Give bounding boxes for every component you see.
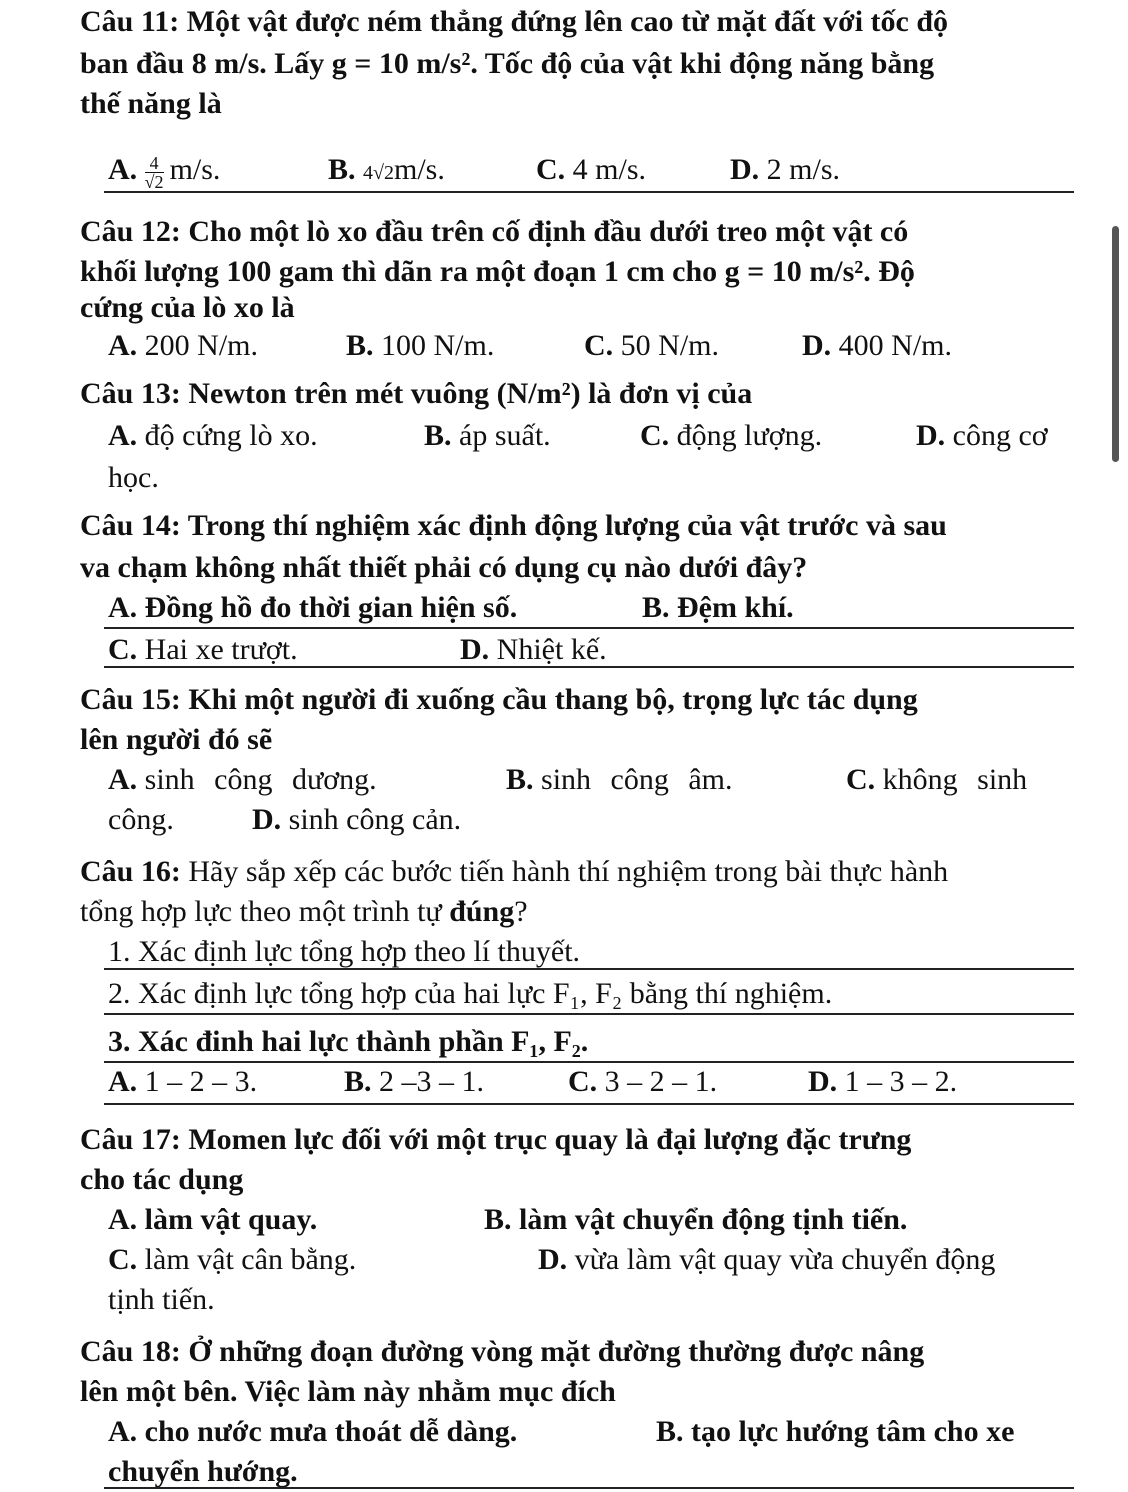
- option-text: sinh công dương.: [144, 763, 377, 796]
- option-key: D.: [252, 803, 282, 836]
- option-key: D.: [808, 1065, 838, 1098]
- q18-option-b: B. tạo lực hướng tâm cho xe: [656, 1415, 1015, 1448]
- option-key: D.: [802, 329, 832, 362]
- option-key: C.: [640, 419, 670, 452]
- option-key: C.: [846, 763, 876, 796]
- q15-option-c-continued: công.: [108, 803, 174, 836]
- option-text: vừa làm vật quay vừa chuyển động: [574, 1243, 996, 1276]
- q13-option-c: [640, 416, 822, 456]
- divider: [104, 666, 1074, 668]
- option-text: 100 N/m.: [381, 329, 495, 362]
- option-key: A.: [108, 153, 138, 186]
- divider: [104, 1487, 1074, 1489]
- q11-text-line-3: thế năng là: [80, 87, 222, 120]
- option-b-coefficient: 4√2: [363, 162, 394, 184]
- option-text: áp suất.: [459, 419, 551, 452]
- option-key: D.: [538, 1243, 568, 1276]
- q13-option-b: [424, 416, 551, 456]
- question-text: Hãy sắp xếp các bước tiến hành thí nghiệm trong bài thực hành: [188, 855, 949, 888]
- emphasis-word: đúng: [449, 895, 515, 928]
- option-text: 1 – 3 – 2.: [844, 1065, 958, 1098]
- q18-option-a: A. cho nước mưa thoát dễ dàng.: [108, 1415, 518, 1448]
- option-text: 4 m/s.: [572, 153, 647, 186]
- option-text: làm vật cân bằng.: [144, 1243, 357, 1276]
- option-text: 1 – 2 – 3.: [144, 1065, 258, 1098]
- option-key: D.: [916, 419, 946, 452]
- q11-text-line-2: ban đầu 8 m/s. Lấy g = 10 m/s². Tốc độ của vật khi động năng bằng: [80, 47, 935, 80]
- fraction: [145, 154, 164, 191]
- option-a-unit: m/s.: [169, 153, 221, 186]
- q17-option-b: B. làm vật chuyển động tịnh tiến.: [484, 1203, 908, 1236]
- option-text: 2 m/s.: [766, 153, 841, 186]
- q15-text-line-2: lên người đó sẽ: [80, 723, 273, 756]
- option-key: D.: [730, 153, 760, 186]
- q18-text-line-1: Câu 18: Ở những đoạn đường vòng mặt đường thường được nâng: [80, 1335, 925, 1368]
- q15-option-a: [108, 760, 377, 800]
- q15-option-c: [846, 760, 1027, 800]
- q12-text-line-3: cứng của lò xo là: [80, 291, 295, 324]
- question-key: Câu 16:: [80, 855, 181, 888]
- option-text: 200 N/m.: [144, 329, 259, 362]
- q14-option-a: A. Đồng hồ đo thời gian hiện số.: [108, 591, 518, 624]
- option-key: B.: [346, 329, 374, 362]
- option-key: C.: [108, 633, 138, 666]
- q15-option-d: [252, 800, 461, 840]
- option-key: A.: [108, 419, 138, 452]
- divider: [104, 968, 1074, 970]
- option-key: C.: [536, 153, 566, 186]
- option-key: B.: [506, 763, 534, 796]
- q14-option-d: [460, 630, 607, 670]
- q12-option-b: [346, 326, 494, 366]
- option-key: C.: [584, 329, 614, 362]
- option-text: sinh công cản.: [288, 803, 462, 836]
- q14-option-c: [108, 630, 298, 670]
- question-text: tổng hợp lực theo một trình tự: [80, 895, 450, 928]
- divider: [104, 627, 1074, 629]
- question-mark: ?: [514, 895, 528, 928]
- q16-step-3: 3. Xác đinh hai lực thành phần F₁, F₂.: [108, 1025, 589, 1058]
- option-key: B.: [424, 419, 452, 452]
- q13-text-line-1: Câu 13: Newton trên mét vuông (N/m²) là đơn vị của: [80, 377, 753, 410]
- q17-option-d: [538, 1240, 995, 1280]
- q17-text-line-1: Câu 17: Momen lực đối với một trục quay là đại lượng đặc trưng: [80, 1123, 912, 1156]
- q14-text-line-2: va chạm không nhất thiết phải có dụng cụ nào dưới đây?: [80, 551, 808, 584]
- option-text: 50 N/m.: [620, 329, 720, 362]
- q11-option-b: [328, 150, 445, 193]
- option-b-unit: m/s.: [394, 153, 445, 186]
- divider: [104, 1103, 1074, 1105]
- q11-option-c: [536, 150, 646, 190]
- q11-text-line-1: Câu 11: Một vật được ném thẳng đứng lên cao từ mặt đất với tốc độ: [80, 5, 949, 38]
- divider: [104, 191, 1074, 193]
- q16-option-d: [808, 1062, 957, 1102]
- option-text: độ cứng lò xo.: [144, 419, 318, 452]
- option-key: C.: [108, 1243, 138, 1276]
- fraction-numerator: 4: [145, 154, 164, 173]
- q13-option-d-continued: học.: [108, 461, 159, 494]
- divider: [104, 1013, 1074, 1015]
- q17-text-line-2: cho tác dụng: [80, 1163, 244, 1196]
- q16-step-1: 1. Xác định lực tổng hợp theo lí thuyết.: [108, 935, 581, 968]
- q17-option-d-continued: tịnh tiến.: [108, 1283, 215, 1316]
- q16-option-a: [108, 1062, 257, 1102]
- q15-option-b: [506, 760, 733, 800]
- q12-text-line-1: Câu 12: Cho một lò xo đầu trên cố định đầu dưới treo một vật có: [80, 215, 909, 248]
- q18-text-line-2: lên một bên. Việc làm này nhằm mục đích: [80, 1375, 616, 1408]
- q16-text-line-1: [80, 852, 1074, 892]
- q12-option-a: [108, 326, 258, 366]
- option-text: công cơ: [952, 419, 1048, 452]
- option-key: C.: [568, 1065, 598, 1098]
- option-text: Nhiệt kế.: [496, 633, 607, 666]
- option-text: động lượng.: [676, 419, 823, 452]
- option-key: B.: [344, 1065, 372, 1098]
- q11-option-d: [730, 150, 840, 190]
- option-key: D.: [460, 633, 490, 666]
- q16-option-c: [568, 1062, 717, 1102]
- option-text: không sinh: [882, 763, 1028, 796]
- option-text: 2 –3 – 1.: [379, 1065, 485, 1098]
- q18-option-b-continued: chuyển hướng.: [108, 1455, 298, 1488]
- q12-option-d: [802, 326, 952, 366]
- q15-text-line-1: Câu 15: Khi một người đi xuống cầu thang bộ, trọng lực tác dụng: [80, 683, 918, 716]
- q13-option-d: [916, 416, 1048, 456]
- q14-option-b: B. Đệm khí.: [642, 591, 794, 624]
- scrollbar-thumb[interactable]: [1112, 226, 1119, 462]
- q14-text-line-1: Câu 14: Trong thí nghiệm xác định động lượng của vật trước và sau: [80, 509, 947, 542]
- option-key: A.: [108, 763, 138, 796]
- q16-text-line-2: [80, 892, 1074, 932]
- option-text: 400 N/m.: [838, 329, 953, 362]
- q17-option-a: A. làm vật quay.: [108, 1203, 318, 1236]
- option-text: sinh công âm.: [541, 763, 733, 796]
- q16-option-b: [344, 1062, 484, 1102]
- option-text: 3 – 2 – 1.: [604, 1065, 718, 1098]
- option-key: A.: [108, 1065, 138, 1098]
- q13-option-a: [108, 416, 318, 456]
- q17-option-c: [108, 1240, 356, 1280]
- option-text: Hai xe trượt.: [144, 633, 298, 666]
- q12-text-line-2: khối lượng 100 gam thì dãn ra một đoạn 1 cm cho g = 10 m/s². Độ: [80, 255, 915, 288]
- fraction-denominator: √2: [144, 171, 164, 192]
- q11-option-a: [108, 150, 220, 191]
- option-key: B.: [328, 153, 356, 186]
- q16-step-2: 2. Xác định lực tổng hợp của hai lực F₁, F₂ bằng thí nghiệm.: [108, 977, 833, 1010]
- option-key: A.: [108, 329, 138, 362]
- q12-option-c: [584, 326, 719, 366]
